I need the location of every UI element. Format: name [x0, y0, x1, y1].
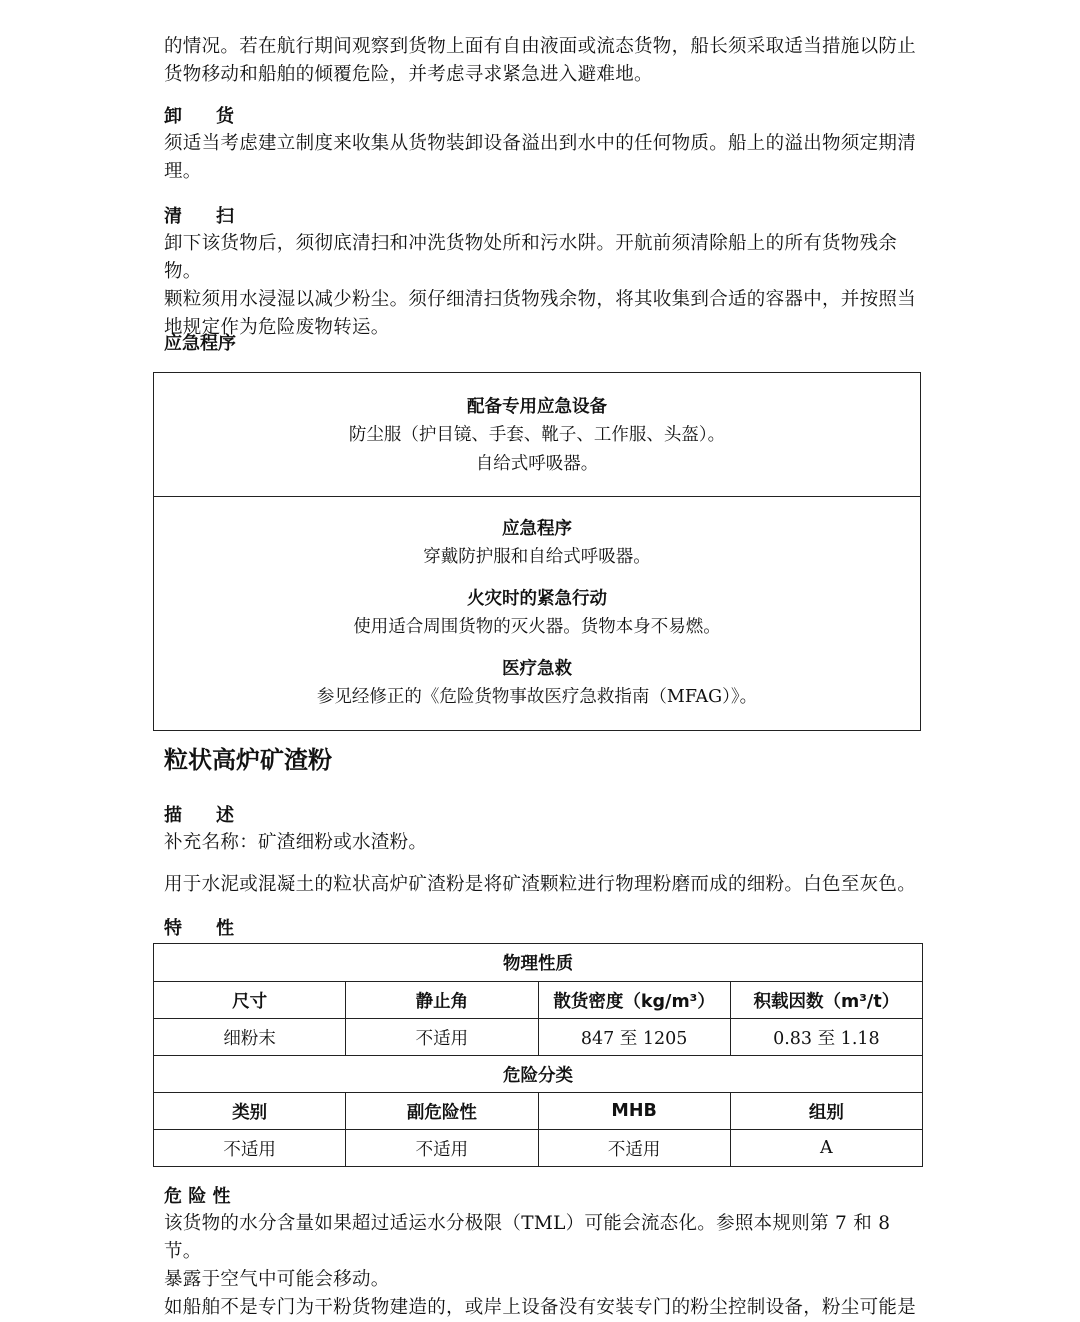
table-cell: 细粉末: [154, 1019, 346, 1056]
procedure-section: [154, 496, 920, 712]
emergency-heading-block: [164, 331, 924, 357]
hazard-line: 暴露于空气中可能会移动。: [164, 1269, 390, 1290]
equipment-title: 配备专用应急设备: [467, 397, 607, 417]
table-cell: 847 至 1205: [538, 1019, 730, 1056]
table-header-cell: MHB: [538, 1093, 730, 1130]
unloading-section: [164, 104, 924, 186]
table-header-cell: 散货密度（kg/m³）: [538, 982, 730, 1019]
hazard-heading: 危 险 性: [164, 1186, 231, 1207]
fire-title: 火灾时的紧急行动: [467, 589, 607, 609]
table-header-cell: 尺寸: [154, 982, 346, 1019]
equipment-line: 自给式呼吸器。: [475, 454, 599, 474]
table-cell: 不适用: [154, 1130, 346, 1167]
table-cell: 不适用: [346, 1019, 538, 1056]
physical-title: 物理性质: [154, 944, 923, 982]
unloading-line: 理。: [164, 161, 202, 182]
emergency-heading: 应急程序: [164, 333, 236, 354]
table-cell: A: [730, 1130, 922, 1167]
procedure-title: 应急程序: [502, 519, 572, 539]
hazard-line: 如船舶不是专门为干粉货物建造的，或岸上设备没有安装专门的粉尘控制设备，粉尘可能是: [164, 1297, 917, 1318]
hazard-section: [164, 1184, 924, 1322]
table-cell: 0.83 至 1.18: [730, 1019, 922, 1056]
table-row: [154, 1093, 923, 1130]
cleaning-section: [164, 204, 924, 342]
unloading-heading: 卸 货: [164, 106, 242, 127]
table-cell: 不适用: [538, 1130, 730, 1167]
description-section: [164, 803, 924, 899]
intro-line: 的情况。若在航行期间观察到货物上面有自由液面或流态货物，船长须采取适当措施以防止: [164, 36, 917, 57]
cleaning-heading: 清 扫: [164, 206, 242, 227]
description-line: 补充名称：矿渣细粉或水渣粉。: [164, 832, 428, 853]
table-header-cell: 静止角: [346, 982, 538, 1019]
hazard-line: 该货物的水分含量如果超过适运水分极限（TML）可能会流态化。参照本规则第 7 和 8 节。: [164, 1213, 891, 1262]
description-heading: 描 述: [164, 805, 242, 826]
medical-line: 参见经修正的《危险货物事故医疗急救指南（MFAG）》。: [316, 687, 758, 707]
intro-paragraph: [164, 33, 924, 89]
table-row: [154, 1019, 923, 1056]
properties-table: [153, 943, 923, 1167]
equipment-section: [154, 373, 920, 496]
table-header-cell: 副危险性: [346, 1093, 538, 1130]
table-row: [154, 1056, 923, 1093]
medical-title: 医疗急救: [502, 659, 572, 679]
equipment-line: 防尘服（护目镜、手套、靴子、工作服、头盔）。: [348, 425, 726, 445]
section-title: 粒状高炉矿渣粉: [164, 746, 332, 774]
description-line: 用于水泥或混凝土的粒状高炉矿渣粉是将矿渣颗粒进行物理粉磨而成的细粉。白色至灰色。: [164, 874, 917, 895]
intro-line: 货物移动和船舶的倾覆危险，并考虑寻求紧急进入避难地。: [164, 64, 653, 85]
characteristics-heading-block: [164, 916, 924, 942]
characteristics-heading: 特 性: [164, 918, 242, 939]
table-header-cell: 类别: [154, 1093, 346, 1130]
procedure-line: 穿戴防护服和自给式呼吸器。: [423, 547, 651, 567]
table-row: [154, 982, 923, 1019]
cleaning-line: 地规定作为危险废物转运。: [164, 317, 390, 338]
emergency-box: [153, 372, 921, 731]
hazard-title: 危险分类: [154, 1056, 923, 1093]
unloading-line: 须适当考虑建立制度来收集从货物装卸设备溢出到水中的任何物质。船上的溢出物须定期清: [164, 133, 917, 154]
table-header-cell: 积载因数（m³/t）: [730, 982, 922, 1019]
table-row: [154, 944, 923, 982]
cleaning-line: 卸下该货物后，须彻底清扫和冲洗货物处所和污水阱。开航前须清除船上的所有货物残余物。: [164, 233, 898, 282]
fire-line: 使用适合周围货物的灭火器。货物本身不易燃。: [353, 617, 721, 637]
table-header-cell: 组别: [730, 1093, 922, 1130]
table-row: [154, 1130, 923, 1167]
cleaning-line: 颗粒须用水浸湿以减少粉尘。须仔细清扫货物残余物，将其收集到合适的容器中，并按照当: [164, 289, 917, 310]
table-cell: 不适用: [346, 1130, 538, 1167]
